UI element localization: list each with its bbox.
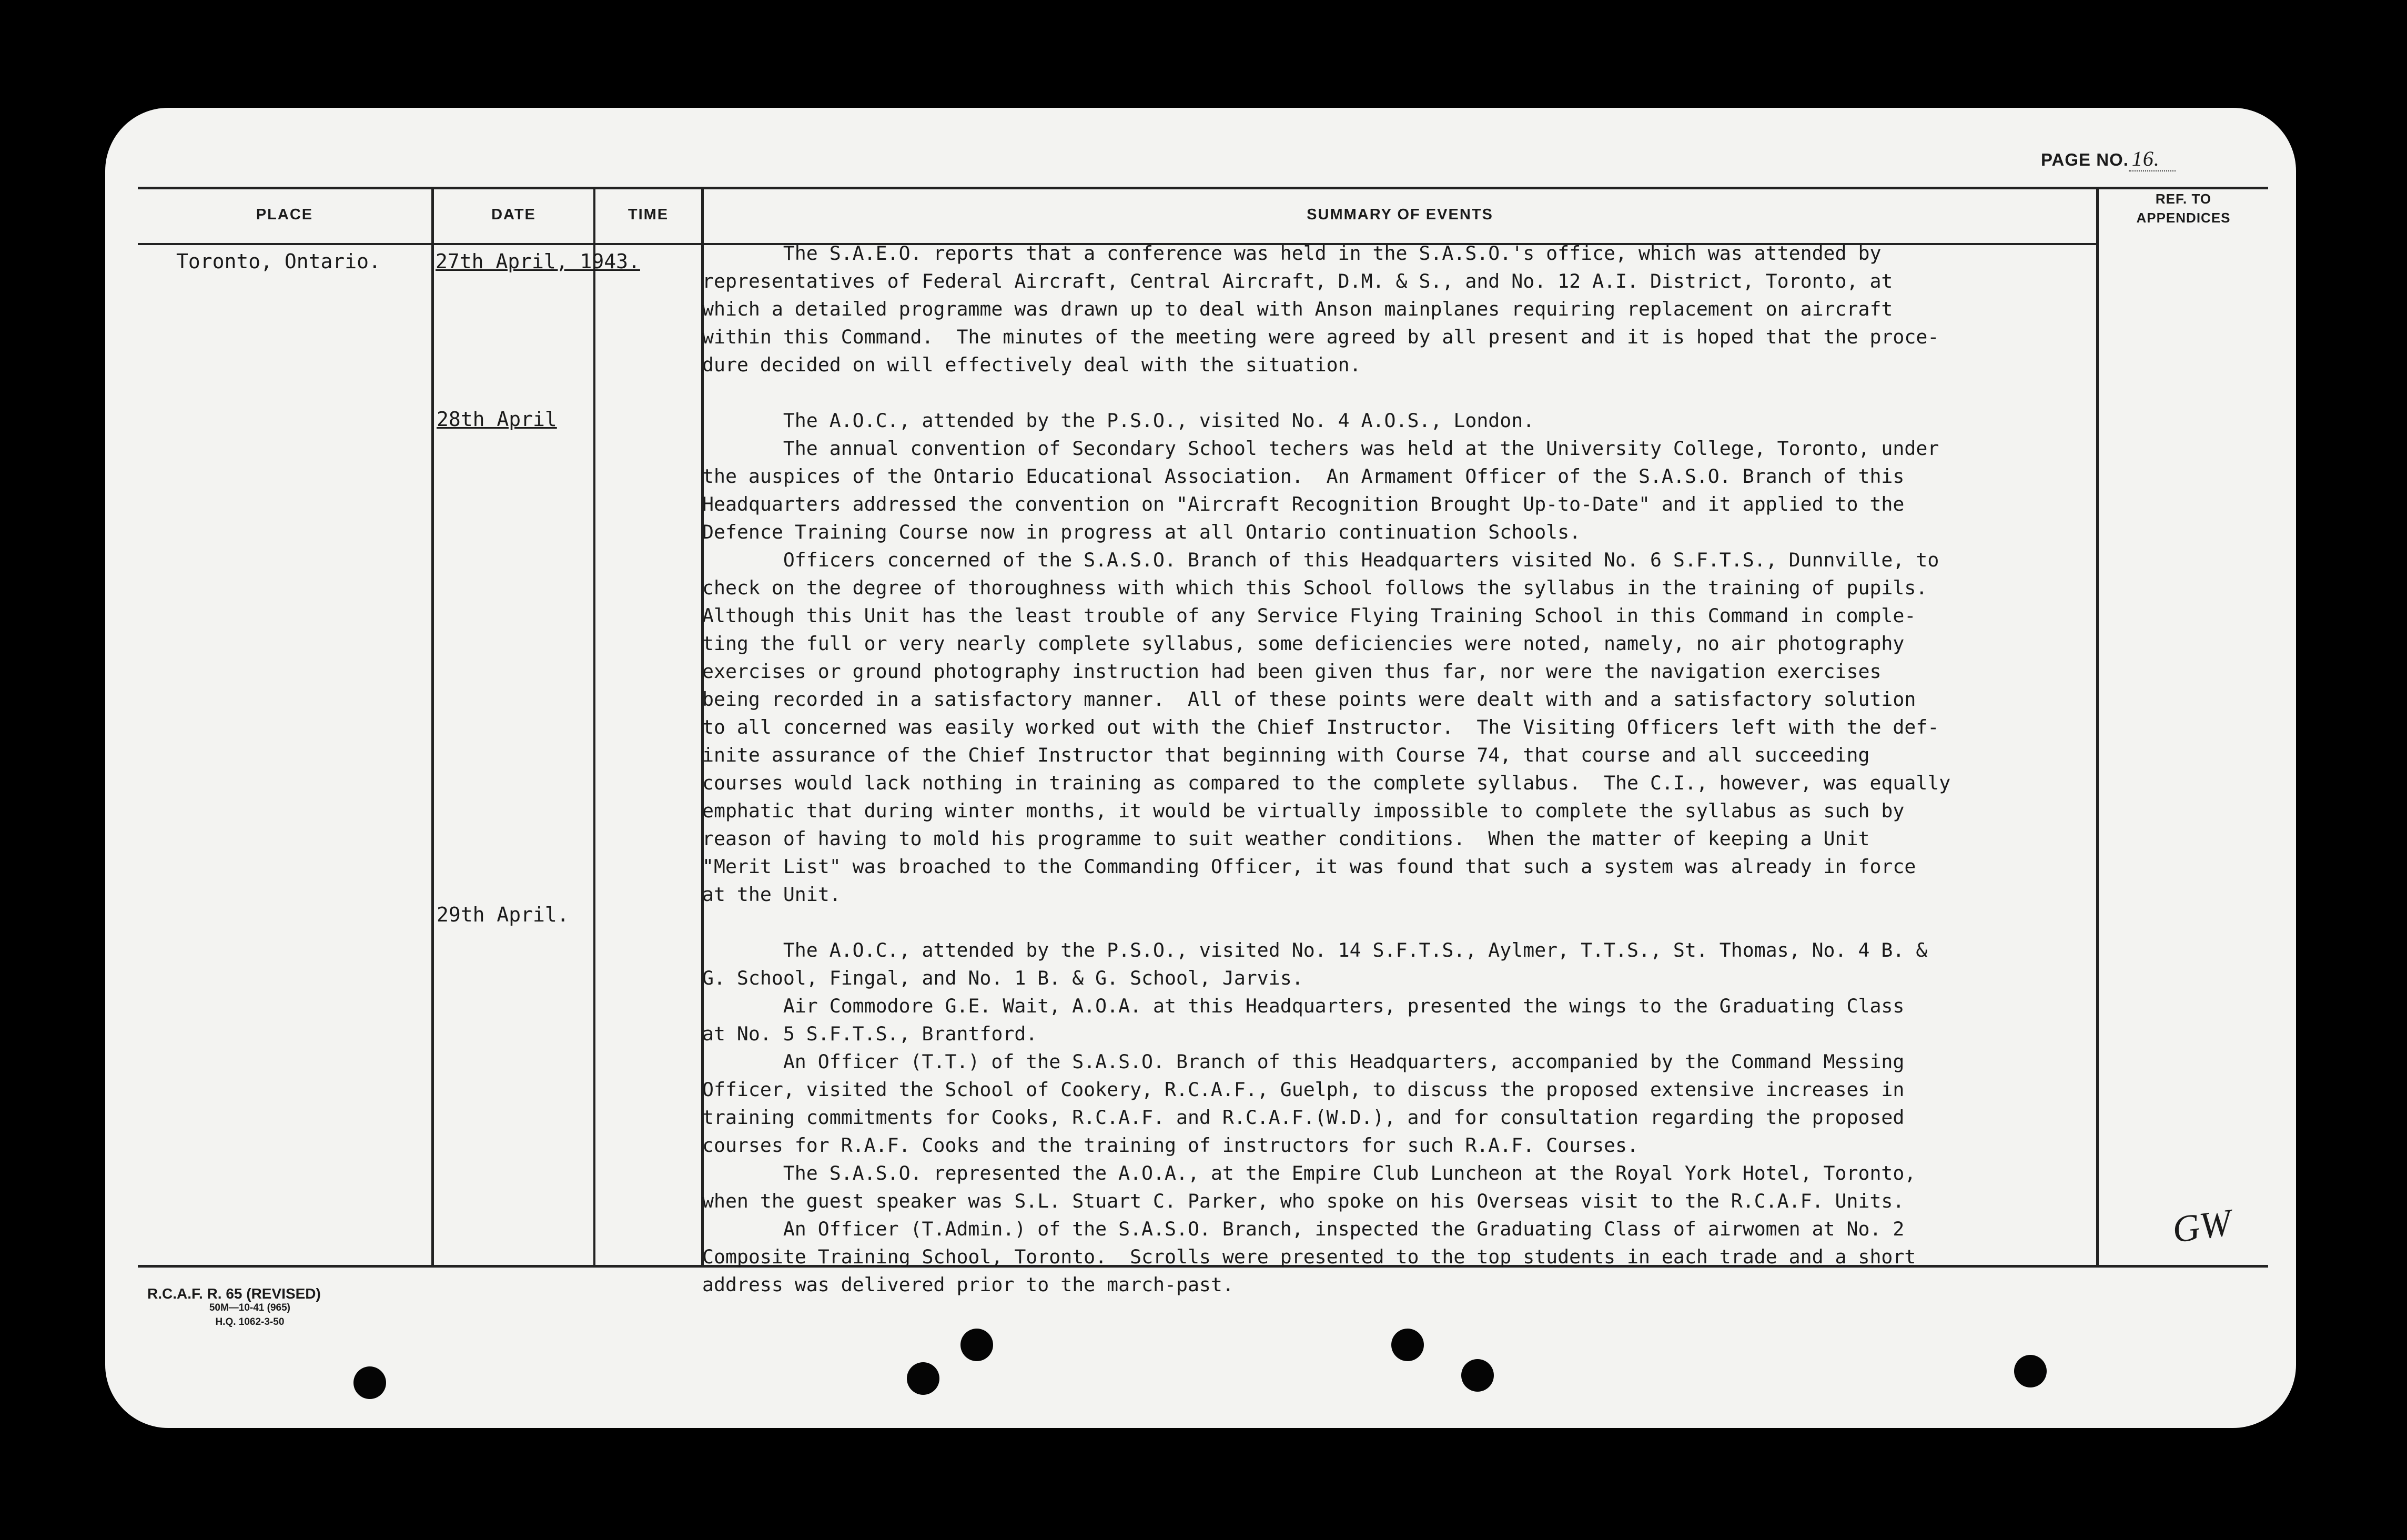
ref-header-line-1: REF. TO — [2155, 191, 2212, 207]
summary-line: within this Command. The minutes of the meeting were agreed by all present and it is hoped that the proce- — [702, 326, 1939, 348]
summary-line: Officer, visited the School of Cookery, R.C.A.F., Guelph, to discuss the proposed extensive increases in — [702, 1078, 1905, 1101]
page-number-label: PAGE NO. — [2041, 150, 2129, 169]
summary-line: Air Commodore G.E. Wait, A.O.A. at this Headquarters, presented the wings to the Graduating Class — [702, 995, 1905, 1017]
summary-line: dure decided on will effectively deal with the situation. — [702, 353, 1361, 376]
column-header-date: DATE — [491, 206, 536, 223]
binder-hole — [1461, 1359, 1494, 1392]
summary-line: reason of having to mold his programme to suit weather conditions. When the matter of keeping a Unit — [702, 827, 1870, 850]
summary-line: the auspices of the Ontario Educational Association. An Armament Officer of the S.A.S.O. Branch of this — [702, 465, 1905, 488]
column-header-place: PLACE — [256, 206, 313, 223]
summary-line: ting the full or very nearly complete syllabus, some deficiencies were noted, namely, no air photography — [702, 632, 1905, 655]
summary-line: emphatic that during winter months, it would be virtually impossible to complete the syllabus as such by — [702, 799, 1905, 822]
summary-line: to all concerned was easily worked out with the Chief Instructor. The Visiting Officers left with the def- — [702, 716, 1939, 738]
summary-line: The A.O.C., attended by the P.S.O., visited No. 14 S.F.T.S., Aylmer, T.T.S., St. Thomas, No. 4 B. & — [702, 939, 1928, 961]
summary-line: check on the degree of thoroughness with which this School follows the syllabus in the training of pupils. — [702, 576, 1928, 599]
top-rule — [138, 187, 2268, 189]
summary-line: at the Unit. — [702, 883, 841, 906]
summary-line: at No. 5 S.F.T.S., Brantford. — [702, 1022, 1038, 1045]
form-reference — [147, 1286, 321, 1329]
column-header-time: TIME — [628, 206, 669, 223]
date-entry-29-april: 29th April. — [437, 903, 569, 926]
summary-line — [702, 908, 2117, 936]
binder-hole — [907, 1362, 939, 1395]
divider-place-date — [431, 187, 434, 1268]
form-reference-line-2: 50M—10-41 (965) — [209, 1302, 291, 1313]
summary-line: An Officer (T.T.) of the S.A.S.O. Branch of this Headquarters, accompanied by the Command Messing — [702, 1050, 1905, 1073]
summary-line: Although this Unit has the least trouble of any Service Flying Training School in this Command in comple- — [702, 604, 1916, 627]
summary-line: training commitments for Cooks, R.C.A.F. and R.C.A.F.(W.D.), and for consultation regarding the proposed — [702, 1106, 1905, 1129]
divider-date-time — [593, 187, 595, 1268]
date-entry-27-april: 27th April, 1943. — [436, 250, 640, 273]
summary-line: courses would lack nothing in training as compared to the complete syllabus. The C.I., however, was equally — [702, 772, 1951, 794]
column-header-summary: SUMMARY OF EVENTS — [1307, 206, 1493, 223]
summary-of-events — [702, 239, 2117, 1299]
summary-line: Headquarters addressed the convention on "Aircraft Recognition Brought Up-to-Date" and it applied to the — [702, 493, 1905, 515]
summary-line: Composite Training School, Toronto. Scrolls were presented to the top students in each trade and a short — [702, 1245, 1916, 1268]
form-reference-line-1: R.C.A.F. R. 65 (REVISED) — [147, 1285, 321, 1302]
summary-line: which a detailed programme was drawn up to deal with Anson mainplanes requiring replacement on aircraft — [702, 298, 1893, 320]
summary-line: exercises or ground photography instruction had been given thus far, nor were the navigation exercises — [702, 660, 1882, 683]
summary-line: Officers concerned of the S.A.S.O. Branch of this Headquarters visited No. 6 S.F.T.S., Dunnville, to — [702, 549, 1939, 571]
summary-line: G. School, Fingal, and No. 1 B. & G. School, Jarvis. — [702, 967, 1303, 989]
form-reference-line-3: H.Q. 1062-3-50 — [215, 1316, 285, 1328]
summary-line — [702, 379, 2117, 407]
page-number-value: 16. — [2129, 147, 2176, 171]
summary-line: inite assurance of the Chief Instructor that beginning with Course 74, that course and all succeeding — [702, 744, 1870, 766]
summary-line: address was delivered prior to the march-past. — [702, 1273, 1234, 1296]
summary-line: courses for R.A.F. Cooks and the training of instructors for such R.A.F. Courses. — [702, 1134, 1639, 1157]
summary-line: representatives of Federal Aircraft, Central Aircraft, D.M. & S., and No. 12 A.I. District, Toronto, at — [702, 270, 1893, 292]
binder-hole — [353, 1366, 386, 1399]
binder-hole — [1391, 1329, 1424, 1361]
page-number — [2041, 146, 2176, 171]
summary-line: The S.A.E.O. reports that a conference was held in the S.A.S.O.'s office, which was attended by — [702, 242, 1882, 265]
summary-line: when the guest speaker was S.L. Stuart C. Parker, who spoke on his Overseas visit to the R.C.A.F. Units. — [702, 1190, 1905, 1212]
summary-line: The annual convention of Secondary School techers was held at the University College, Toronto, under — [702, 437, 1939, 460]
handwritten-initials: GW — [2169, 1201, 2234, 1251]
summary-line: The S.A.S.O. represented the A.O.A., at the Empire Club Luncheon at the Royal York Hotel, Toronto, — [702, 1162, 1916, 1184]
ref-header-line-2: APPENDICES — [2136, 210, 2231, 226]
date-entry-28-april: 28th April — [437, 408, 557, 431]
column-header-ref-appendices — [2099, 189, 2268, 227]
summary-line: "Merit List" was broached to the Commanding Officer, it was found that such a system was already in force — [702, 855, 1916, 878]
binder-hole — [960, 1329, 993, 1361]
binder-hole — [2014, 1355, 2047, 1387]
summary-line: An Officer (T.Admin.) of the S.A.S.O. Branch, inspected the Graduating Class of airwomen at No. 2 — [702, 1218, 1905, 1240]
summary-line: being recorded in a satisfactory manner. All of these points were dealt with and a satisfactory solution — [702, 688, 1916, 711]
place-entry: Toronto, Ontario. — [176, 250, 381, 273]
summary-line: The A.O.C., attended by the P.S.O., visited No. 4 A.O.S., London. — [702, 409, 1535, 432]
summary-line: Defence Training Course now in progress at all Ontario continuation Schools. — [702, 521, 1581, 543]
